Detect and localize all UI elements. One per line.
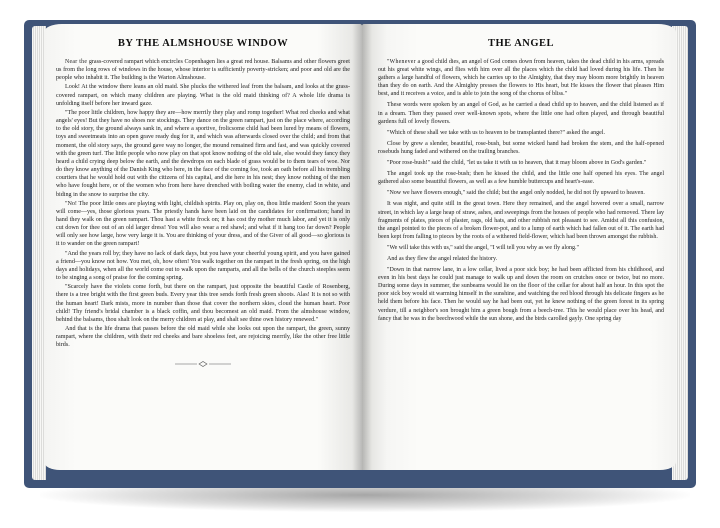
book-gutter — [352, 24, 372, 470]
paragraph — [378, 189, 664, 197]
paragraph — [56, 325, 350, 349]
paragraph-text: a good child dies, an angel of God comes down from heaven, takes the dead child in his arms, spreads out his great white wings, and flies with him over all the places which the child had loved during his life. Then he gathers a large handful of flowers, which he carries up to the Almighty, that they may bloom more brightly in heaven than they do on earth. And the Almighty presses the flowers to His heart, but He kisses the flower that pleases Him best, and it receives a voice, and is able to join the song of the chorus of bliss." — [378, 59, 664, 98]
paragraph — [378, 170, 664, 186]
right-page-text — [378, 58, 664, 323]
paragraph-text: "Poor rose-bush!" said the child, "let us take it with us to heaven, that it may bloom above in God's garden." — [387, 160, 647, 167]
right-page-title: THE ANGEL — [487, 38, 555, 49]
paragraph — [378, 266, 664, 323]
paragraph — [378, 200, 664, 240]
paragraph — [378, 101, 664, 125]
ornament-icon — [173, 360, 233, 368]
paragraph — [378, 140, 664, 156]
left-page-title: BY THE ALMSHOUSE WINDOW — [117, 38, 289, 49]
paragraph — [56, 250, 350, 283]
paragraph-text: "Now we have flowers enough," said the child; but the angel only nodded, he did not fly upward to heaven. — [387, 190, 645, 197]
paragraph — [56, 283, 350, 324]
paragraph — [56, 58, 350, 82]
paragraph-lead: Near the — [65, 59, 88, 65]
paragraph — [378, 159, 664, 167]
paragraph — [378, 58, 664, 98]
paragraph — [56, 109, 350, 199]
right-page — [362, 24, 676, 470]
paragraph-text: "We will take this with us," said the angel, "I will tell you why as we fly along." — [387, 244, 579, 251]
left-page-text — [56, 58, 350, 349]
paragraph-text: Close by grew a slender, beautiful, rose-bush, but some wicked hand had broken the stem, and the half-opened rosebuds hung faded and withered on the trailing branches. — [378, 140, 664, 155]
paragraph-text: "No! The poor little ones are playing with light, childish spirits. Play on, play on, thou little maiden! Soon the years will come—yes, those glorious years. The priestly hands have been laid on the candidates for confirmation; hand in hand they walk on the green rampart. Thou hast a white frock on; it has cost thy mother much labor, and yet it is only cut down for thee out of an old larger dress! You will also wear a red shawl; and what if it hang too far down? People will only see how large, how very large it is. You are thinking of your dress, and of the Giver of all good—so glorious is it to wander on the green rampart! — [56, 200, 350, 248]
paragraph-text: It was night, and quite still in the great town. Here they remained, and the angel hovered over a small, narrow street, in which lay a large heap of straw, ashes, and sweepings from the houses of people who had removed. There lay fragments of plates, pieces of plaster, rags, old hats, and other rubbish not pleasant to see. Amidst all this confusion, the angel pointed to the pieces of a broken flower-pot, and to a lump of earth which had fallen out of it. The earth had been kept from falling to pieces by the roots of a withered field-flower, which had been thrown amongst the rubbish. — [378, 201, 664, 240]
ornament-divider — [56, 355, 350, 363]
paragraph — [56, 200, 350, 249]
paragraph-text: And as they flew the angel related the history. — [387, 255, 498, 262]
paragraph-lead: "Whenever — [387, 59, 416, 65]
paragraph-text: "Down in that narrow lane, in a low cellar, lived a poor sick boy; he had been afflicted from his childhood, and even in his best days he could just manage to walk up and down the room on crutches once or twice, but no more. During some days in summer, the sunbeams would lie on the floor of the cellar for about half an hour. In this spot the poor sick boy would sit warming himself in the sunshine, and watching the red blood through his delicate fingers as he held them before his face. Then he would say he had been out, yet he knew nothing of the green forest in its spring verdure, till a neighbor's son brought him a green bough from a beech-tree. This he would place over his head, and fancy that he was in the beechwood while the sun shone, and the birds carolled gayly. One spring day — [378, 267, 664, 322]
paragraph — [378, 255, 664, 263]
paragraph-text: And that is the life drama that passes before the old maid while she looks out upon the rampart, the green, sunny rampart, where the children, with their red cheeks and bare shoeless feet, are rejoicing merrily, like the other free little birds. — [56, 326, 350, 349]
paragraph-text: Look! At the window there leans an old maid. She plucks the withered leaf from the balsam, and looks at the grass-covered rampart, on which many children are playing. What is the old maid thinking of? A whole life drama is unfolding itself before her inward gaze. — [56, 84, 350, 107]
paragraph — [378, 244, 664, 252]
paragraph-text: "Which of these shall we take with us to heaven to be transplanted there?" asked the angel. — [387, 129, 605, 136]
paragraph-text: These words were spoken by an angel of God, as he carried a dead child up to heaven, and the child listened as if in a dream. Then they passed over well-known spots, where the little one had often played, and through beautiful gardens full of lovely flowers. — [378, 102, 664, 125]
paragraph-text: grass-covered rampart which encircles Copenhagen lies a great red house. Balsams and other flowers greet us from the long rows of windows in the house, whose interior is sufficiently poverty-stricken; and poor and old are the people who inhabit it. The building is the Warton Almshouse. — [56, 59, 350, 82]
paragraph-text: "And the years roll by; they have no lack of dark days, but you have your cheerful young spirit, and you have gained a friend—you know not how. You met, oh, how often! You walk together on the rampart in the fresh spring, on the high days and holidays, when all the world come out to walk upon the ramparts, and all the bells of the church steeples seem to be singing a song of praise for the coming spring. — [56, 250, 350, 282]
paragraph — [56, 83, 350, 107]
left-page — [44, 24, 362, 470]
paragraph — [378, 129, 664, 137]
paragraph-text: "Scarcely have the violets come forth, but there on the rampart, just opposite the beautiful Castle of Rosenberg, there is a tree bright with the first green buds. Every year this tree sends forth fresh green shoots. Alas! It is not so with the human heart! Dark mists, more in number than those that cover the northern skies, cloud the human heart. Poor child! Thy friend's bridal chamber is a black coffin, and thou becomest an old maid. From the almshouse window, behind the balsams, thou shalt look on the merry children at play, and shalt see thine own history renewed." — [56, 284, 350, 323]
paragraph-text: The angel took up the rose-bush; then he kissed the child, and the little one half opened his eyes. The angel gathered also some beautiful flowers, as well as a few humble buttercups and heart's-ease. — [378, 171, 664, 186]
paragraph-text: "The poor little children, how happy they are—how merrily they play and romp together! What red cheeks and what angels' eyes! But they have no shoes nor stockings. They dance on the green rampart, just on the place where, according to the old story, the ground always sank in, and where a sportive, frolicsome child had been lured by means of flowers, toys and sweetmeats into an open grave ready dug for it, and which was afterwards closed over the child; and from that moment, the old story says, the ground gave way no longer, the mound remained firm and fast, and was quickly covered with the green turf. The little people who now play on that spot know nothing of the old tale, else would they fancy they heard a child crying deep below the earth, and the dewdrops on each blade of grass would be to them tears of woe. Nor do they know anything of the Danish King who here, in the face of the coming foe, took an oath before all his trembling courtiers that he would hold out with the citizens of his capital, and die here in his nest; they know nothing of the men who have fought here, or of the women who from here have drenched with boiling water the enemy, clad in white, and biding in the snow to surprise the city. — [56, 109, 350, 198]
